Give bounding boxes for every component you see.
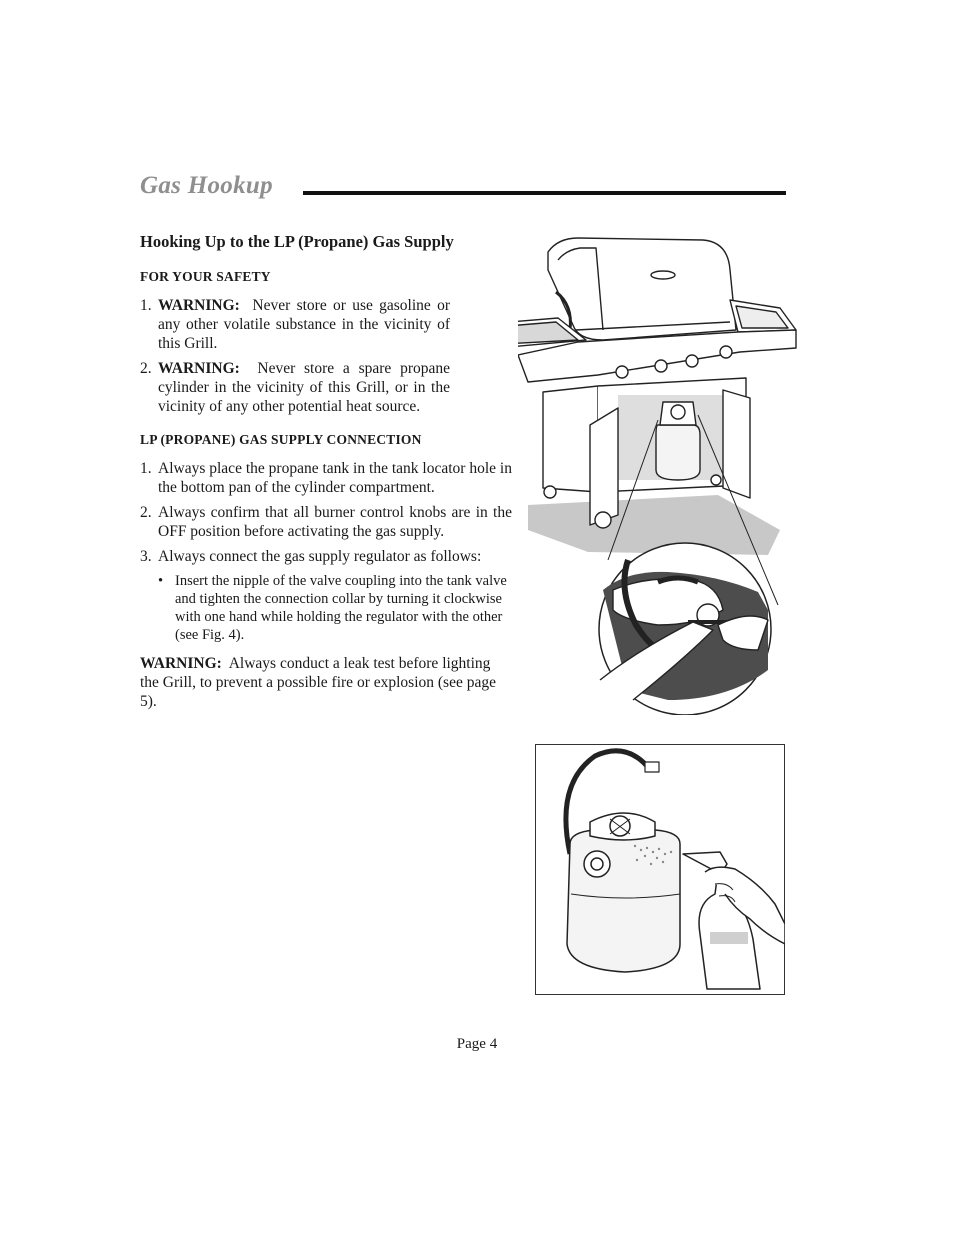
section-title: Gas Hookup [140,172,273,199]
item-text: Always confirm that all burner control knobs are in the OFF position before activating the gas supply. [158,504,512,540]
item-text: Never store or use gasoline or any other volatile substance in the vicinity of this Grill. [158,297,451,352]
safety-heading: FOR YOUR SAFETY [140,269,271,284]
cart-door-right [723,390,750,498]
bullet-text: Insert the nipple of the valve coupling into the tank valve and tighten the connection collar by turning it clockwise with one hand while holding the regulator with the other (see Fig. 4). [175,573,507,643]
cart-door-left [590,408,618,525]
safety-item [140,359,450,416]
item-number: 1. [140,460,152,477]
warning-label: WARNING: [158,360,240,377]
propane-tank [656,425,700,480]
item-text: Always connect the gas supply regulator as follows: [158,548,482,565]
bullet-icon: • [158,573,164,589]
control-knob [720,346,732,358]
final-warning [140,654,512,711]
item-text: Always place the propane tank in the tank locator hole in the bottom pan of the cylinder compartment. [158,460,512,496]
connection-item [140,503,512,541]
item-number: 3. [140,548,152,565]
grill-illustration [518,230,803,715]
title-rule [303,191,786,195]
safety-item [140,296,450,353]
connection-list [140,459,512,644]
item-number: 2. [140,360,152,377]
bullet-item [140,572,512,644]
item-number: 2. [140,504,152,521]
cart-wheel [711,475,721,485]
text-column [140,232,512,711]
propane-tank [567,830,680,972]
item-number: 1. [140,297,152,314]
safety-list [140,296,512,416]
floor-shadow [528,495,780,555]
control-knob [655,360,667,372]
item-text: Never store a spare propane cylinder in the vicinity of this Grill, or in the vicinity of any other potential heat source. [158,360,450,415]
control-knob [686,355,698,367]
cart-wheel [595,512,611,528]
leak-test-illustration [535,744,785,995]
connection-heading: LP (PROPANE) GAS SUPPLY CONNECTION [140,432,422,447]
cart-wheel [544,486,556,498]
final-warning-text: Always conduct a leak test before lighting the Grill, to prevent a possible fire or explosion (see page 5). [140,655,496,710]
page-number: Page 4 [456,1036,498,1052]
lid-badge [651,271,675,279]
connection-item [140,459,512,497]
grill-lid [548,238,736,340]
control-knob [616,366,628,378]
page-heading: Hooking Up to the LP (Propane) Gas Supply [140,232,454,251]
warning-label: WARNING: [158,297,240,314]
warning-label: WARNING: [140,655,222,672]
connection-item [140,547,512,566]
